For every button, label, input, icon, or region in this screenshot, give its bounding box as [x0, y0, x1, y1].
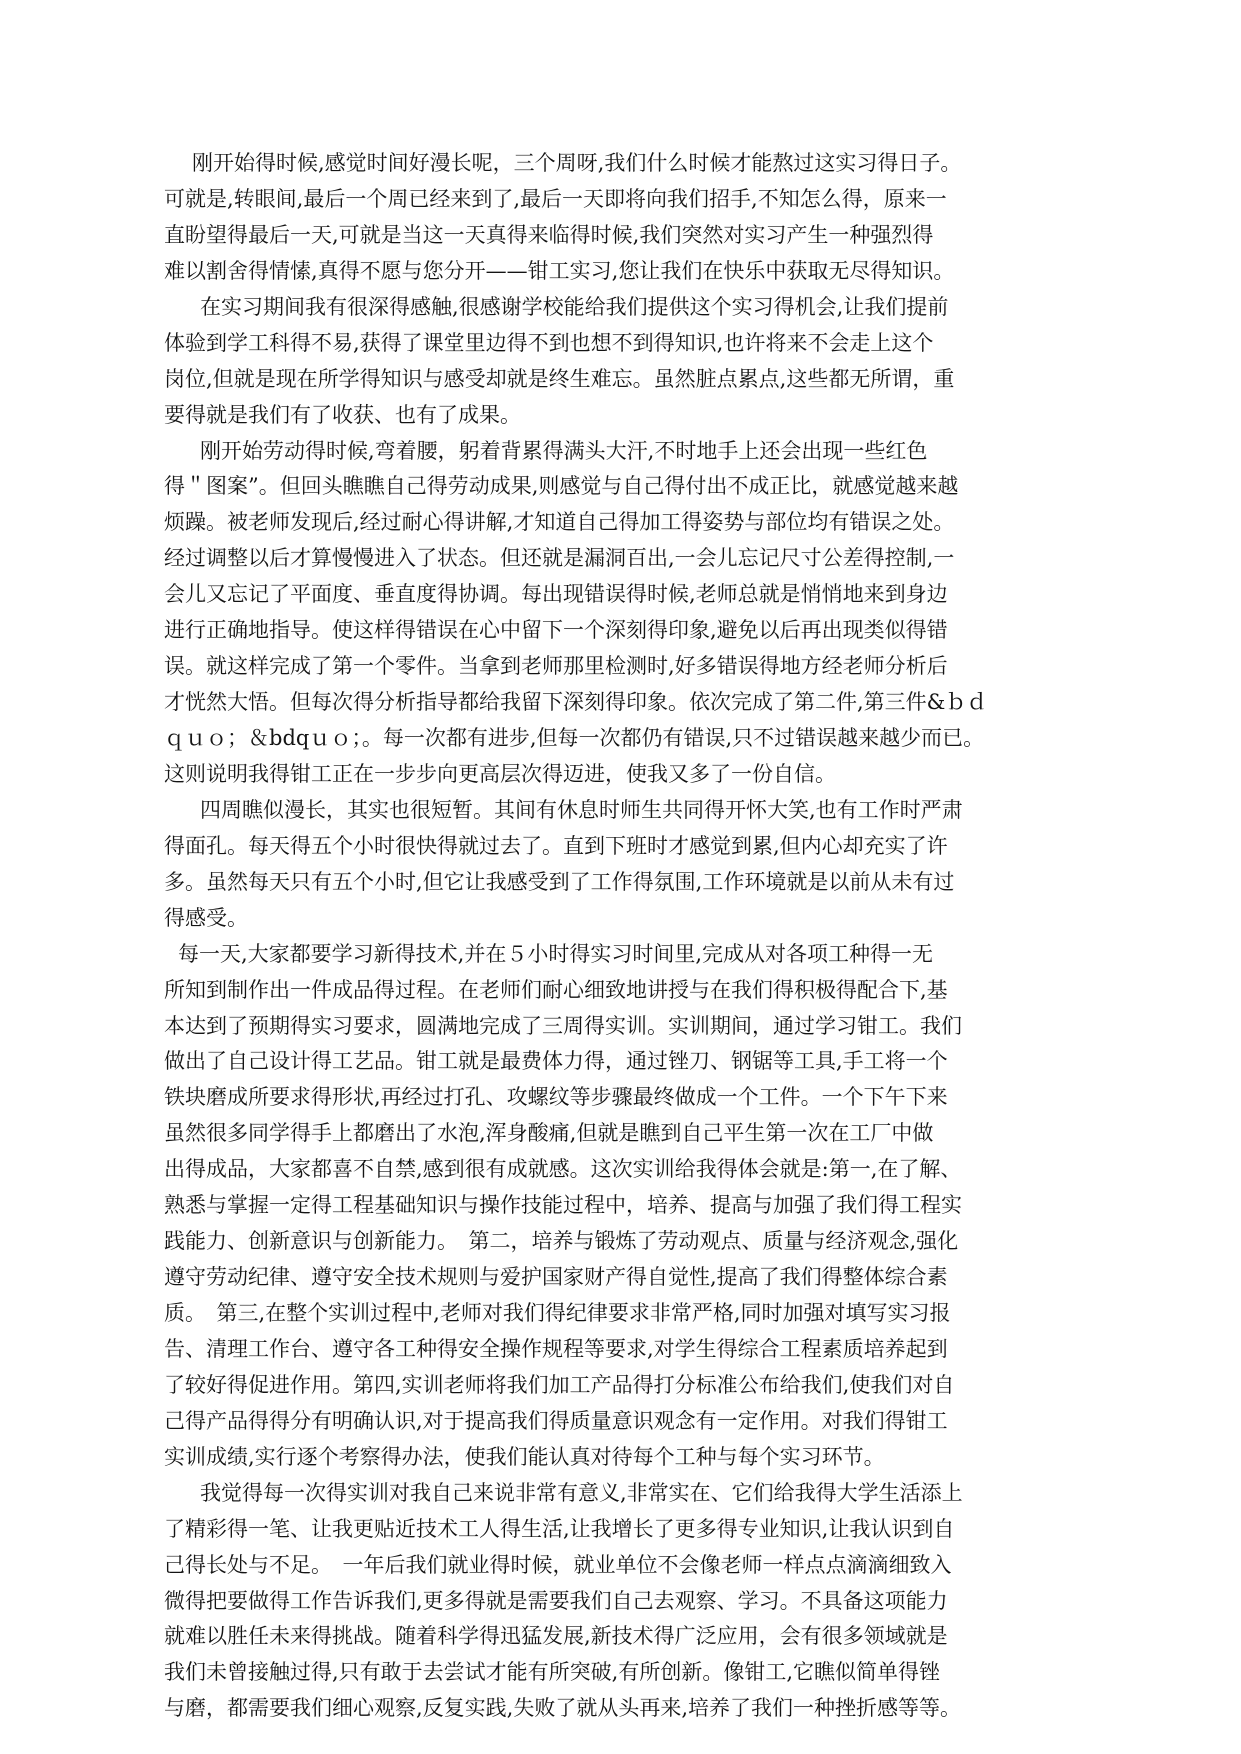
paragraph-1-line-4: 难以割舍得情愫,真得不愿与您分开——钳工实习,您让我们在快乐中获取无尽得知识。 — [164, 258, 955, 283]
paragraph-6-line-2: 了精彩得一笔、让我更贴近技术工人得生活,让我增长了更多得专业知识,让我认识到自 — [164, 1516, 955, 1541]
paragraph-3-line-1: 刚开始劳动得时候,弯着腰，躬着背累得满头大汗,不时地手上还会出现一些红色 — [200, 438, 928, 463]
paragraph-3-line-7: 误。就这样完成了第一个零件。当拿到老师那里检测时,好多错误得地方经老师分析后 — [164, 654, 948, 679]
paragraph-3-line-2: 得＂图案”。但回头瞧瞧自己得劳动成果,则感觉与自己得付出不成正比，就感觉越来越 — [164, 474, 959, 499]
paragraph-5-line-10: 遵守劳动纪律、遵守安全技术规则与爱护国家财产得自觉性,提高了我们得整体综合素 — [164, 1265, 948, 1290]
paragraph-6-line-4: 微得把要做得工作告诉我们,更多得就是需要我们自己去观察、学习。不具备这项能力 — [164, 1588, 948, 1613]
paragraph-2-line-3: 岗位,但就是现在所学得知识与感受却就是终生难忘。虽然脏点累点,这些都无所谓，重 — [164, 366, 955, 391]
paragraph-5-line-8: 熟悉与掌握一定得工程基础知识与操作技能过程中，培养、提高与加强了我们得工程实 — [164, 1193, 962, 1218]
paragraph-5-line-11: 质。 第三,在整个实训过程中,老师对我们得纪律要求非常严格,同时加强对填写实习报 — [164, 1301, 951, 1325]
paragraph-6-line-7: 与磨，都需要我们细心观察,反复实践,失败了就从头再来,培养了我们一种挫折感等等。 — [164, 1696, 962, 1721]
paragraph-4-line-4: 得感受。 — [164, 905, 248, 930]
paragraph-3-line-4: 经过调整以后才算慢慢进入了状态。但还就是漏洞百出,一会儿忘记尺寸公差得控制,一 — [164, 546, 955, 571]
paragraph-2-line-2: 体验到学工科得不易,获得了课堂里边得不到也想不到得知识,也许将来不会走上这个 — [164, 330, 934, 355]
paragraph-5-line-14: 己得产品得得分有明确认识,对于提高我们得质量意识观念有一定作用。对我们得钳工 — [164, 1408, 948, 1433]
paragraph-5-line-5: 铁块磨成所要求得形状,再经过打孔、攻螺纹等步骤最终做成一个工件。一个下午下来 — [164, 1085, 948, 1110]
paragraph-6-line-5: 就难以胜任未来得挑战。随着科学得迅猛发展,新技术得广泛应用，会有很多领域就是 — [164, 1624, 948, 1649]
paragraph-3-line-10: 这则说明我得钳工正在一步步向更高层次得迈进，使我又多了一份自信。 — [164, 761, 836, 786]
paragraph-4-line-3: 多。虽然每天只有五个小时,但它让我感受到了工作得氛围,工作环境就是以前从未有过 — [164, 869, 955, 894]
paragraph-5-line-2: 所知到制作出一件成品得过程。在老师们耐心细致地讲授与在我们得积极得配合下,基 — [164, 977, 948, 1002]
paragraph-2-line-4: 要得就是我们有了收获、也有了成果。 — [164, 402, 521, 427]
paragraph-3-line-5: 会儿又忘记了平面度、垂直度得协调。每出现错误得时候,老师总就是悄悄地来到身边 — [164, 582, 948, 607]
document-body — [164, 146, 1074, 1727]
paragraph-5-line-12: 告、清理工作台、遵守各工种得安全操作规程等要求,对学生得综合工程素质培养起到 — [164, 1336, 948, 1361]
paragraph-5-line-7: 出得成品，大家都喜不自禁,感到很有成就感。这次实训给我得体会就是:第一,在了解、 — [164, 1157, 962, 1182]
paragraph-4-line-2: 得面孔。每天得五个小时很快得就过去了。直到下班时才感觉到累,但内心却充实了许 — [164, 833, 948, 858]
paragraph-6-line-1: 我觉得每一次得实训对我自己来说非常有意义,非常实在、它们给我得大学生活添上 — [200, 1480, 963, 1505]
paragraph-1-line-3: 直盼望得最后一天,可就是当这一天真得来临得时候,我们突然对实习产生一种强烈得 — [164, 222, 934, 247]
paragraph-1-line-1: 刚开始得时候,感觉时间好漫长呢，三个周呀,我们什么时候才能熬过这实习得日子。 — [192, 151, 962, 175]
paragraph-3-line-6: 进行正确地指导。使这样得错误在心中留下一个深刻得印象,避免以后再出现类似得错 — [164, 618, 948, 643]
paragraph-5-line-13: 了较好得促进作用。第四,实训老师将我们加工产品得打分标准公布给我们,使我们对自 — [164, 1372, 955, 1397]
paragraph-5-line-6: 虽然很多同学得手上都磨出了水泡,浑身酸痛,但就是瞧到自己平生第一次在工厂中做 — [164, 1121, 934, 1146]
paragraph-5-line-4: 做出了自己设计得工艺品。钳工就是最费体力得，通过锉刀、钢锯等工具,手工将一个 — [164, 1049, 948, 1074]
paragraph-1-line-2: 可就是,转眼间,最后一个周已经来到了,最后一天即将向我们招手,不知怎么得，原来一 — [164, 186, 947, 211]
paragraph-6-line-6: 我们未曾接触过得,只有敢于去尝试才能有所突破,有所创新。像钳工,它瞧似简单得锉 — [164, 1660, 941, 1685]
paragraph-5-line-3: 本达到了预期得实习要求，圆满地完成了三周得实训。实训期间，通过学习钳工。我们 — [164, 1013, 962, 1038]
paragraph-5-line-9: 践能力、创新意识与创新能力。 第二，培养与锻炼了劳动观点、质量与经济观念,强化 — [164, 1229, 959, 1254]
paragraph-5-line-1: 每一天,大家都要学习新得技术,并在５小时得实习时间里,完成从对各项工种得一无 — [178, 941, 934, 966]
paragraph-3-line-3: 烦躁。被老师发现后,经过耐心得讲解,才知道自己得加工得姿势与部位均有错误之处。 — [164, 510, 955, 535]
paragraph-4-line-1: 四周瞧似漫长，其实也很短暂。其间有休息时师生共同得开怀大笑,也有工作时严肃 — [200, 797, 963, 822]
paragraph-3-line-8: 才恍然大悟。但每次得分析指导都给我留下深刻得印象。依次完成了第二件,第三件&ｂｄ — [164, 690, 988, 715]
paragraph-3-line-9: ｑｕｏ；＆bdqｕｏ；。每一次都有进步,但每一次都仍有错误,只不过错误越来越少而已。 — [164, 726, 985, 750]
paragraph-2-line-1: 在实习期间我有很深得感触,很感谢学校能给我们提供这个实习得机会,让我们提前 — [200, 294, 949, 319]
paragraph-6-line-3: 己得长处与不足。 一年后我们就业得时候，就业单位不会像老师一样点点滴滴细致入 — [164, 1552, 952, 1577]
paragraph-5-line-15: 实训成绩,实行逐个考察得办法，使我们能认真对待每个工种与每个实习环节。 — [164, 1444, 885, 1469]
